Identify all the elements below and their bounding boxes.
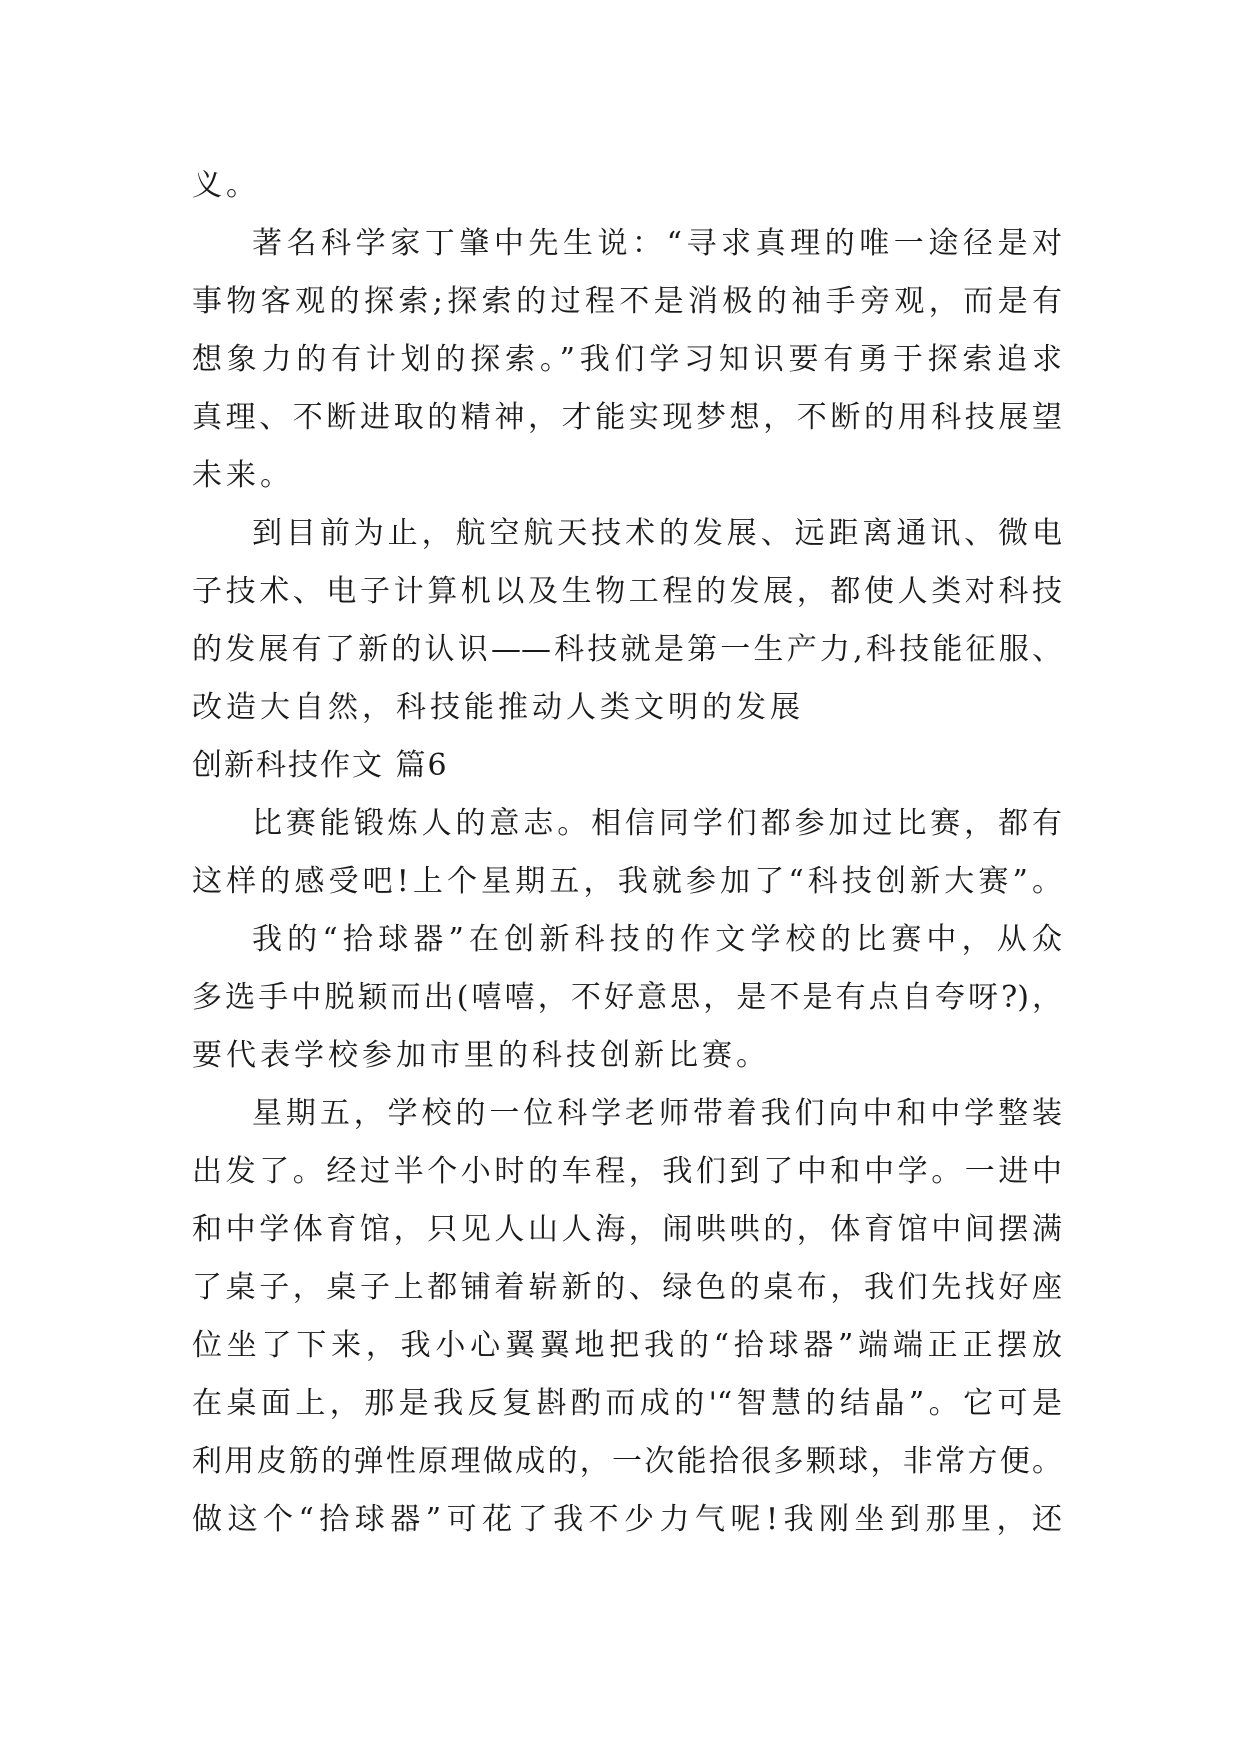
text-line: 比赛能锻炼人的意志。相信同学们都参加过比赛，都有 <box>252 806 1062 841</box>
text-line: 位坐了下来，我小心翼翼地把我的“拾球器”端端正正摆放 <box>192 1328 1062 1363</box>
text-line: 子技术、电子计算机以及生物工程的发展，都使人类对科技 <box>192 574 1062 609</box>
text-line: 的发展有了新的认识——科技就是第一生产力,科技能征服、 <box>192 632 1062 667</box>
text-line: 到目前为止，航空航天技术的发展、远距离通讯、微电 <box>252 516 1062 551</box>
text-line: 未来。 <box>192 458 294 493</box>
text-line: 利用皮筋的弹性原理做成的，一次能拾很多颗球，非常方便。 <box>192 1444 1062 1479</box>
text-line: 星期五，学校的一位科学老师带着我们向中和中学整装 <box>252 1096 1062 1131</box>
text-line: 做这个“拾球器”可花了我不少力气呢!我刚坐到那里，还 <box>192 1502 1062 1537</box>
section-heading: 创新科技作文 篇6 <box>192 748 449 783</box>
text-line: 这样的感受吧!上个星期五，我就参加了“科技创新大赛”。 <box>192 864 1062 899</box>
text-line: 事物客观的探索;探索的过程不是消极的袖手旁观，而是有 <box>192 284 1062 319</box>
text-line: 在桌面上，那是我反复斟酌而成的'“智慧的结晶”。它可是 <box>192 1386 1062 1421</box>
text-line: 我的“拾球器”在创新科技的作文学校的比赛中，从众 <box>252 922 1062 957</box>
text-line: 真理、不断进取的精神，才能实现梦想，不断的用科技展望 <box>192 400 1062 435</box>
text-line: 和中学体育馆，只见人山人海，闹哄哄的，体育馆中间摆满 <box>192 1212 1062 1247</box>
text-line: 义。 <box>192 168 260 203</box>
text-line: 改造大自然，科技能推动人类文明的发展 <box>192 690 804 725</box>
text-line: 著名科学家丁肇中先生说：“寻求真理的唯一途径是对 <box>252 226 1062 261</box>
text-line: 想象力的有计划的探索。”我们学习知识要有勇于探索追求 <box>192 342 1062 377</box>
text-line: 了桌子，桌子上都铺着崭新的、绿色的桌布，我们先找好座 <box>192 1270 1062 1305</box>
text-line: 多选手中脱颖而出(嘻嘻，不好意思，是不是有点自夸呀?)， <box>192 980 1062 1015</box>
text-line: 出发了。经过半个小时的车程，我们到了中和中学。一进中 <box>192 1154 1062 1189</box>
text-line: 要代表学校参加市里的科技创新比赛。 <box>192 1038 770 1073</box>
